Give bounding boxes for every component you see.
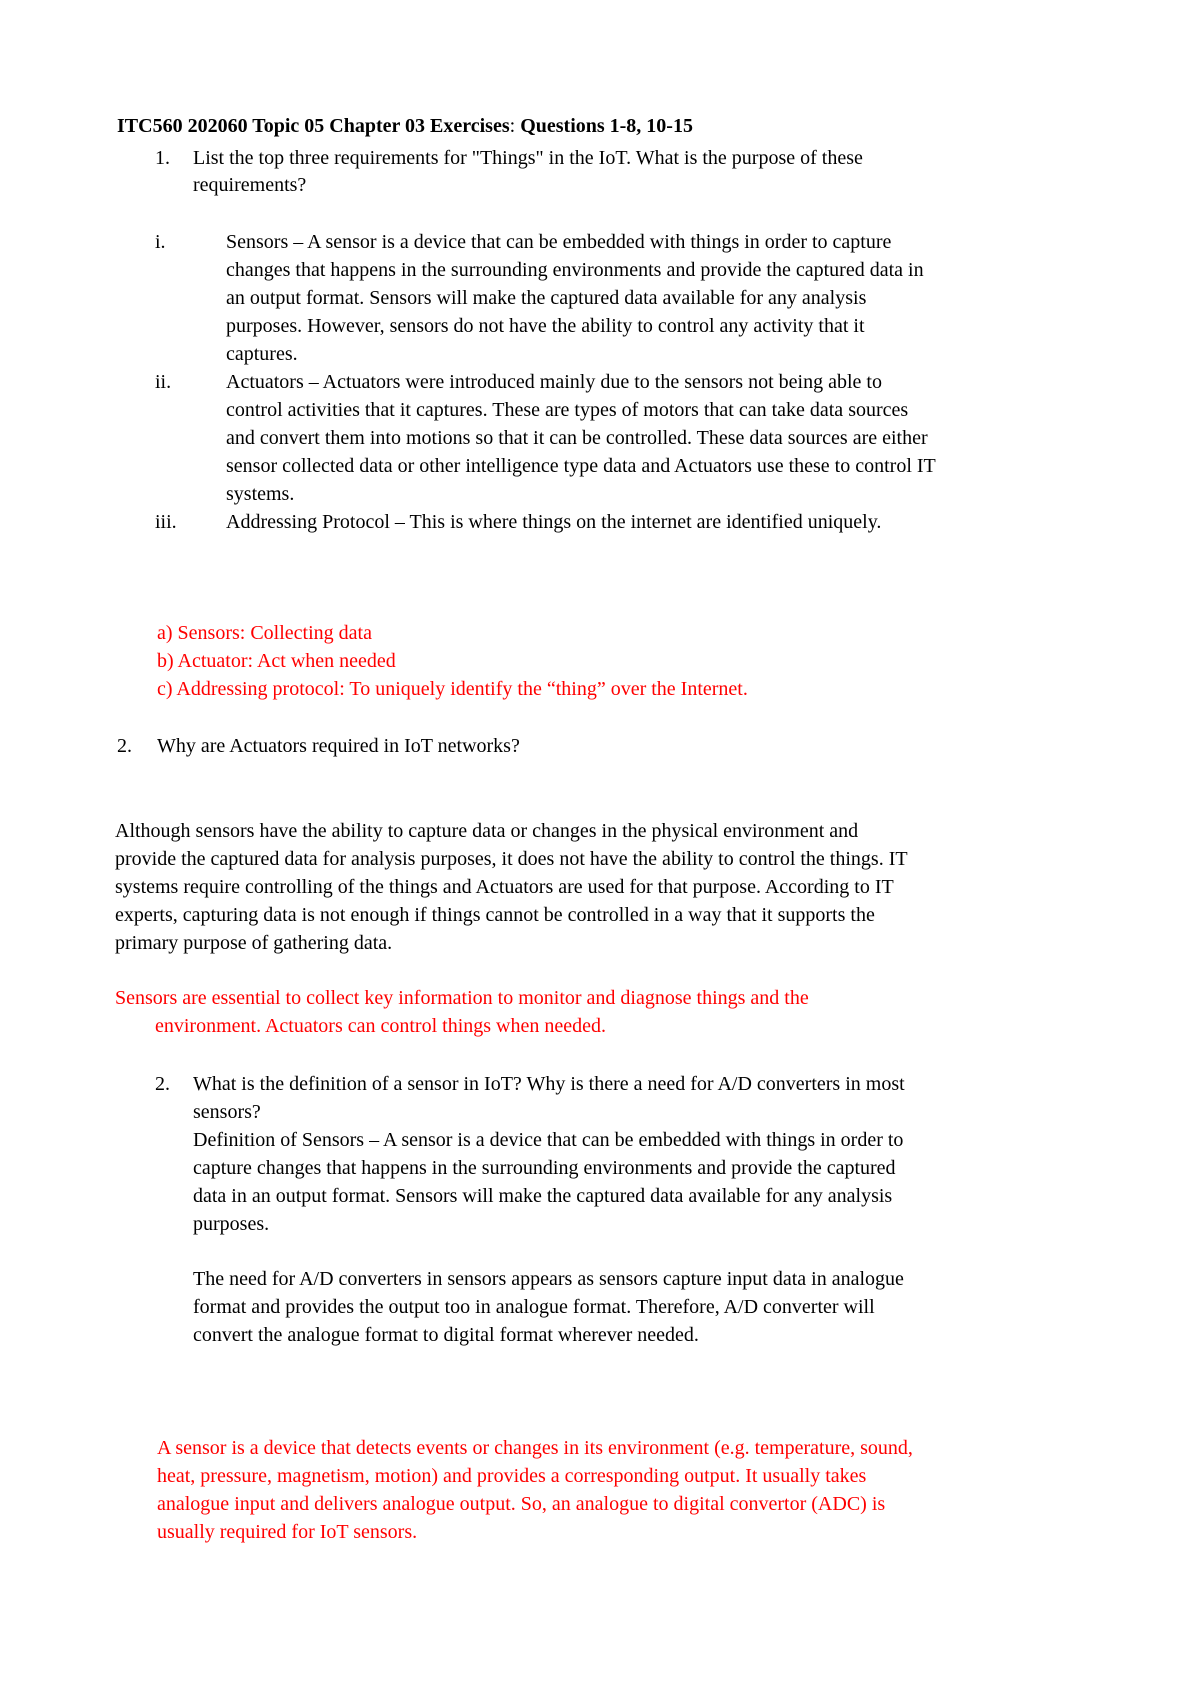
q3-definition-line: data in an output format. Sensors will make the captured data available for any analysis xyxy=(193,1185,893,1207)
q1-number: 1. xyxy=(155,147,170,169)
q2-answer-line: systems require controlling of the things and Actuators are used for that purpose. According to IT xyxy=(115,876,894,898)
q3-feedback-line: heat, pressure, magnetism, motion) and provides a corresponding output. It usually takes xyxy=(157,1465,867,1487)
q1-text-line2: requirements? xyxy=(193,174,307,196)
answer-ii-marker: ii. xyxy=(155,371,172,393)
q3-ad-line: The need for A/D converters in sensors appears as sensors capture input data in analogue xyxy=(193,1268,904,1290)
answer-i-marker: i. xyxy=(155,231,166,253)
answer-ii-line: sensor collected data or other intelligence type data and Actuators use these to control IT xyxy=(226,455,936,477)
q3-definition-line: purposes. xyxy=(193,1213,270,1235)
q3-ad-line: format and provides the output too in analogue format. Therefore, A/D converter will xyxy=(193,1296,875,1318)
answer-i-line: captures. xyxy=(226,343,298,365)
q1-feedback-item: b) Actuator: Act when needed xyxy=(157,650,396,672)
title-separator: : xyxy=(509,115,521,137)
q3-text-line2: sensors? xyxy=(193,1101,261,1123)
q3-feedback-line: analogue input and delivers analogue output. So, an analogue to digital convertor (ADC) is xyxy=(157,1493,886,1515)
answer-ii-line: control activities that it captures. These are types of motors that can take data sources xyxy=(226,399,909,421)
q3-feedback-line: A sensor is a device that detects events or changes in its environment (e.g. temperature, sound, xyxy=(157,1437,913,1459)
q3-text-line1: What is the definition of a sensor in IoT? Why is there a need for A/D converters in most xyxy=(193,1073,905,1095)
q2-feedback-line: Sensors are essential to collect key information to monitor and diagnose things and the xyxy=(115,987,809,1009)
answer-iii-line: Addressing Protocol – This is where things on the internet are identified uniquely. xyxy=(226,511,882,533)
q3-definition-line: capture changes that happens in the surrounding environments and provide the captured xyxy=(193,1157,896,1179)
title-course: ITC560 202060 Topic 05 Chapter 03 Exercises xyxy=(117,115,510,137)
answer-i-line: Sensors – A sensor is a device that can be embedded with things in order to capture xyxy=(226,231,892,253)
answer-i-line: changes that happens in the surrounding environments and provide the captured data in xyxy=(226,259,924,281)
q1-text-line1: List the top three requirements for "Things" in the IoT. What is the purpose of these xyxy=(193,147,863,169)
q1-feedback-item: a) Sensors: Collecting data xyxy=(157,622,372,644)
q3-feedback-line: usually required for IoT sensors. xyxy=(157,1521,418,1543)
answer-iii-marker: iii. xyxy=(155,511,177,533)
answer-i-line: purposes. However, sensors do not have the ability to control any activity that it xyxy=(226,315,865,337)
answer-ii-line: and convert them into motions so that it can be controlled. These data sources are either xyxy=(226,427,928,449)
q2-answer-line: provide the captured data for analysis purposes, it does not have the ability to control the things. IT xyxy=(115,848,908,870)
answer-ii-line: systems. xyxy=(226,483,295,505)
document-title xyxy=(117,113,693,140)
q1-feedback-item: c) Addressing protocol: To uniquely identify the “thing” over the Internet. xyxy=(157,678,748,700)
q2-feedback-line: environment. Actuators can control things when needed. xyxy=(155,1015,606,1037)
q3-definition-line: Definition of Sensors – A sensor is a device that can be embedded with things in order to xyxy=(193,1129,904,1151)
q2-answer-line: experts, capturing data is not enough if things cannot be controlled in a way that it supports the xyxy=(115,904,875,926)
q2-text: Why are Actuators required in IoT networks? xyxy=(157,735,520,757)
q2-answer-line: primary purpose of gathering data. xyxy=(115,932,393,954)
q2-answer-line: Although sensors have the ability to capture data or changes in the physical environment and xyxy=(115,820,859,842)
q3-ad-line: convert the analogue format to digital format wherever needed. xyxy=(193,1324,699,1346)
q2-number: 2. xyxy=(117,735,132,757)
title-questions: Questions 1-8, 10-15 xyxy=(520,115,693,137)
q3-number: 2. xyxy=(155,1073,170,1095)
answer-ii-line: Actuators – Actuators were introduced mainly due to the sensors not being able to xyxy=(226,371,882,393)
answer-i-line: an output format. Sensors will make the captured data available for any analysis xyxy=(226,287,867,309)
